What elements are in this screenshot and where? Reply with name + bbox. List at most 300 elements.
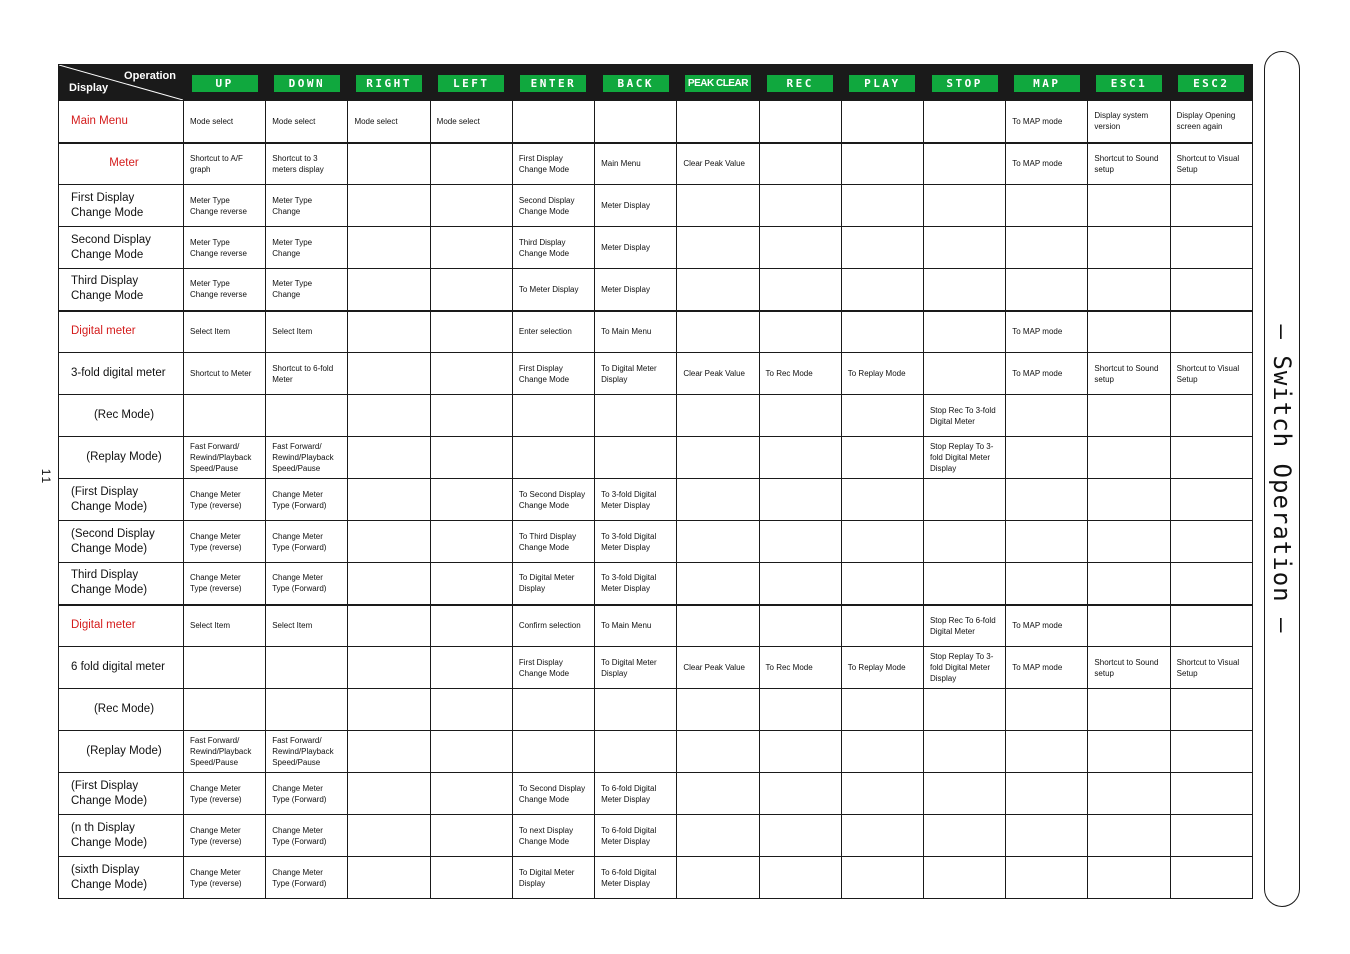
table-cell xyxy=(595,101,677,143)
cell-text: Confirm selection xyxy=(518,621,581,631)
rec-button-label: REC xyxy=(767,75,833,92)
table-cell xyxy=(1170,647,1252,689)
table-cell xyxy=(923,857,1005,899)
cell-text: Change Meter Type (reverse) xyxy=(190,867,242,888)
table-cell xyxy=(1170,227,1252,269)
row-label: Third Display Change Mode) xyxy=(59,563,184,605)
table-cell xyxy=(266,815,348,857)
table-cell xyxy=(677,563,759,605)
table-cell xyxy=(759,689,841,731)
cell-text: To MAP mode xyxy=(1012,369,1063,378)
table-cell xyxy=(1006,437,1088,479)
table-cell xyxy=(677,185,759,227)
table-cell xyxy=(266,395,348,437)
left-button-label: LEFT xyxy=(438,75,504,92)
table-cell xyxy=(759,101,841,143)
cell-text: To Main Menu xyxy=(601,327,652,337)
cell-text: To Replay Mode xyxy=(847,663,906,672)
table-cell xyxy=(595,437,677,479)
table-cell xyxy=(1170,143,1252,185)
table-cell xyxy=(1006,815,1088,857)
table-cell xyxy=(677,773,759,815)
table-cell xyxy=(348,353,430,395)
cell-text: Meter Type Change reverse xyxy=(190,279,247,300)
header-col-play xyxy=(841,65,923,101)
header-col-left xyxy=(430,65,512,101)
play-button-label: PLAY xyxy=(849,75,915,92)
cell-text: Mode select xyxy=(354,116,398,126)
table-row xyxy=(59,101,1253,143)
table-cell xyxy=(841,815,923,857)
cell-text: Meter Display xyxy=(601,201,650,210)
table-cell xyxy=(759,563,841,605)
table-cell xyxy=(759,773,841,815)
right-button-label: RIGHT xyxy=(356,75,422,92)
row-label: Main Menu xyxy=(59,101,184,143)
table-cell xyxy=(677,689,759,731)
table-cell xyxy=(677,437,759,479)
cell-text: Select Item xyxy=(272,327,313,337)
table-cell xyxy=(512,227,594,269)
table-cell xyxy=(430,437,512,479)
table-cell xyxy=(348,311,430,353)
table-cell xyxy=(841,647,923,689)
row-label: Meter xyxy=(59,143,184,185)
table-cell xyxy=(1006,479,1088,521)
table-cell xyxy=(512,731,594,773)
cell-text: To Third Display Change Mode xyxy=(518,531,577,552)
table-cell xyxy=(348,479,430,521)
table-cell xyxy=(923,731,1005,773)
cell-text: To Meter Display xyxy=(518,284,579,294)
table-cell xyxy=(1006,395,1088,437)
cell-text: To 6-fold Digital Meter Display xyxy=(601,867,657,888)
table-cell xyxy=(512,479,594,521)
table-cell xyxy=(184,437,266,479)
table-cell xyxy=(1088,143,1170,185)
row-label: (Replay Mode) xyxy=(59,437,184,479)
table-cell xyxy=(348,101,430,143)
cell-text: Select Item xyxy=(190,621,231,631)
table-cell xyxy=(759,731,841,773)
table-cell xyxy=(184,857,266,899)
table-cell xyxy=(266,437,348,479)
table-cell xyxy=(841,269,923,311)
table-cell xyxy=(923,773,1005,815)
table-cell xyxy=(677,731,759,773)
table-cell xyxy=(266,479,348,521)
table-cell xyxy=(266,101,348,143)
table-cell xyxy=(1088,605,1170,647)
table-cell xyxy=(759,353,841,395)
table-cell xyxy=(595,521,677,563)
table-cell xyxy=(512,185,594,227)
esc2-button-label: ESC2 xyxy=(1178,75,1244,92)
table-cell xyxy=(1170,563,1252,605)
cell-text: Display system version xyxy=(1094,111,1149,132)
table-cell xyxy=(184,731,266,773)
table-cell xyxy=(677,269,759,311)
table-cell xyxy=(1170,479,1252,521)
table-cell xyxy=(923,395,1005,437)
table-cell xyxy=(923,227,1005,269)
table-cell xyxy=(430,689,512,731)
table-cell xyxy=(1088,689,1170,731)
cell-text: To 3-fold Digital Meter Display xyxy=(601,531,657,552)
cell-text: Mode select xyxy=(272,116,316,126)
table-cell xyxy=(677,143,759,185)
table-cell xyxy=(266,773,348,815)
table-cell xyxy=(430,731,512,773)
row-label: 3-fold digital meter xyxy=(59,353,184,395)
row-label: Second Display Change Mode xyxy=(59,227,184,269)
esc1-button-label: ESC1 xyxy=(1096,75,1162,92)
table-cell xyxy=(1006,563,1088,605)
table-cell xyxy=(923,311,1005,353)
cell-text: To next Display Change Mode xyxy=(518,825,574,846)
row-label: First Display Change Mode xyxy=(59,185,184,227)
table-cell xyxy=(1088,647,1170,689)
header-col-peak-clear xyxy=(677,65,759,101)
cell-text: Fast Forward/ Rewind/Playback Speed/Pause xyxy=(272,736,334,767)
table-cell xyxy=(184,395,266,437)
cell-text: To 3-fold Digital Meter Display xyxy=(601,489,657,510)
table-cell xyxy=(759,311,841,353)
table-cell xyxy=(923,479,1005,521)
cell-text: Change Meter Type (reverse) xyxy=(190,573,242,594)
table-cell xyxy=(1170,815,1252,857)
cell-text: To Rec Mode xyxy=(765,369,813,378)
table-cell xyxy=(1088,731,1170,773)
cell-text: Meter Type Change reverse xyxy=(190,195,247,216)
table-cell xyxy=(923,647,1005,689)
table-cell xyxy=(759,605,841,647)
cell-text: Second Display Change Mode xyxy=(518,195,575,216)
table-cell xyxy=(923,815,1005,857)
table-cell xyxy=(595,143,677,185)
table-cell xyxy=(266,689,348,731)
table-cell xyxy=(430,647,512,689)
row-label: (n th Display Change Mode) xyxy=(59,815,184,857)
operation-display-corner xyxy=(59,65,184,101)
table-cell xyxy=(841,731,923,773)
table-row xyxy=(59,857,1253,899)
table-cell xyxy=(595,773,677,815)
cell-text: Change Meter Type (reverse) xyxy=(190,825,242,846)
row-label: (First Display Change Mode) xyxy=(59,773,184,815)
table-cell xyxy=(595,689,677,731)
table-cell xyxy=(595,185,677,227)
table-cell xyxy=(184,101,266,143)
table-cell xyxy=(266,311,348,353)
cell-text: Shortcut to Visual Setup xyxy=(1176,363,1240,384)
table-cell xyxy=(923,353,1005,395)
table-cell xyxy=(266,143,348,185)
table-cell xyxy=(759,857,841,899)
table-cell xyxy=(677,101,759,143)
table-cell xyxy=(348,185,430,227)
cell-text: Shortcut to Meter xyxy=(190,369,252,378)
table-cell xyxy=(348,605,430,647)
table-cell xyxy=(1170,857,1252,899)
table-row xyxy=(59,269,1253,311)
table-cell xyxy=(430,269,512,311)
table-cell xyxy=(1088,773,1170,815)
table-cell xyxy=(348,815,430,857)
row-label: (Rec Mode) xyxy=(59,689,184,731)
table-cell xyxy=(266,605,348,647)
cell-text: Third Display Change Mode xyxy=(518,237,570,258)
table-cell xyxy=(595,311,677,353)
cell-text: Fast Forward/ Rewind/Playback Speed/Pause xyxy=(190,442,252,473)
table-cell xyxy=(923,437,1005,479)
cell-text: Stop Rec To 3-fold Digital Meter xyxy=(929,405,996,426)
header-col-map xyxy=(1006,65,1088,101)
cell-text: To MAP mode xyxy=(1012,159,1063,169)
row-label: (sixth Display Change Mode) xyxy=(59,857,184,899)
table-cell xyxy=(841,521,923,563)
table-cell xyxy=(595,731,677,773)
table-cell xyxy=(184,185,266,227)
cell-text: To Second Display Change Mode xyxy=(518,489,586,510)
table-cell xyxy=(430,773,512,815)
table-cell xyxy=(512,269,594,311)
row-label: Digital meter xyxy=(59,605,184,647)
table-cell xyxy=(430,143,512,185)
cell-text: Mode select xyxy=(190,116,234,126)
table-cell xyxy=(841,185,923,227)
back-button-label: BACK xyxy=(603,75,669,92)
table-cell xyxy=(1088,479,1170,521)
table-cell xyxy=(841,605,923,647)
table-cell xyxy=(1170,689,1252,731)
table-row xyxy=(59,815,1253,857)
table-cell xyxy=(266,185,348,227)
table-cell xyxy=(1088,101,1170,143)
cell-text: First Display Change Mode xyxy=(518,153,570,174)
header-col-esc2 xyxy=(1170,65,1252,101)
table-cell xyxy=(184,227,266,269)
cell-text: Change Meter Type (Forward) xyxy=(272,573,327,594)
table-cell xyxy=(348,563,430,605)
cell-text: Meter Type Change xyxy=(272,279,313,300)
table-cell xyxy=(1088,353,1170,395)
cell-text: To Digital Meter Display xyxy=(518,573,575,594)
table-cell xyxy=(841,143,923,185)
table-row xyxy=(59,143,1253,185)
table-cell xyxy=(841,563,923,605)
table-row xyxy=(59,773,1253,815)
table-cell xyxy=(430,521,512,563)
table-cell xyxy=(1170,311,1252,353)
cell-text: Shortcut to A/F graph xyxy=(190,153,243,174)
table-row xyxy=(59,353,1253,395)
table-cell xyxy=(923,101,1005,143)
table-cell xyxy=(184,143,266,185)
table-cell xyxy=(759,395,841,437)
cell-text: Clear Peak Value xyxy=(683,663,745,672)
cell-text: To 3-fold Digital Meter Display xyxy=(601,573,657,594)
cell-text: Shortcut to Sound setup xyxy=(1094,153,1159,174)
row-label: Digital meter xyxy=(59,311,184,353)
table-cell xyxy=(595,815,677,857)
table-cell xyxy=(923,563,1005,605)
enter-button-label: ENTER xyxy=(520,75,586,92)
table-cell xyxy=(841,437,923,479)
row-label: Third Display Change Mode xyxy=(59,269,184,311)
cell-text: Meter Display xyxy=(601,243,650,252)
table-cell xyxy=(430,353,512,395)
table-row xyxy=(59,185,1253,227)
table-cell xyxy=(512,311,594,353)
cell-text: First Display Change Mode xyxy=(518,363,570,384)
table-cell xyxy=(1006,731,1088,773)
table-cell xyxy=(759,437,841,479)
table-cell xyxy=(841,857,923,899)
table-cell xyxy=(184,521,266,563)
cell-text: Shortcut to Sound setup xyxy=(1094,363,1159,384)
cell-text: Change Meter Type (reverse) xyxy=(190,531,242,552)
cell-text: To 6-fold Digital Meter Display xyxy=(601,825,657,846)
table-row xyxy=(59,563,1253,605)
cell-text: Clear Peak Value xyxy=(683,369,745,378)
switch-operation-table xyxy=(58,64,1253,899)
table-cell xyxy=(841,479,923,521)
table-cell xyxy=(1006,647,1088,689)
table-cell xyxy=(266,563,348,605)
table-cell xyxy=(184,563,266,605)
table-cell xyxy=(184,689,266,731)
cell-text: Meter Type Change xyxy=(272,195,313,216)
table-cell xyxy=(1088,857,1170,899)
table-cell xyxy=(677,311,759,353)
table-cell xyxy=(1170,101,1252,143)
cell-text: Shortcut to Visual Setup xyxy=(1176,657,1240,678)
table-cell xyxy=(595,605,677,647)
table-cell xyxy=(595,857,677,899)
table-row xyxy=(59,731,1253,773)
table-body xyxy=(59,101,1253,899)
table-cell xyxy=(841,101,923,143)
cell-text: To Replay Mode xyxy=(847,369,906,378)
table-cell xyxy=(1006,353,1088,395)
table-cell xyxy=(841,773,923,815)
table-cell xyxy=(1088,185,1170,227)
cell-text: Meter Display xyxy=(601,284,650,294)
table-cell xyxy=(1006,143,1088,185)
table-cell xyxy=(512,689,594,731)
table-cell xyxy=(1006,521,1088,563)
table-cell xyxy=(595,269,677,311)
table-cell xyxy=(595,227,677,269)
table-cell xyxy=(677,815,759,857)
cell-text: Fast Forward/ Rewind/Playback Speed/Pause xyxy=(272,442,334,473)
table-row xyxy=(59,689,1253,731)
table-cell xyxy=(677,521,759,563)
table-cell xyxy=(348,437,430,479)
table-cell xyxy=(841,689,923,731)
table-cell xyxy=(266,269,348,311)
table-cell xyxy=(184,353,266,395)
table-cell xyxy=(759,521,841,563)
table-cell xyxy=(348,647,430,689)
cell-text: Change Meter Type (Forward) xyxy=(272,783,327,804)
table-cell xyxy=(348,689,430,731)
table-cell xyxy=(841,311,923,353)
table-cell xyxy=(1006,101,1088,143)
table-cell xyxy=(348,395,430,437)
table-cell xyxy=(512,815,594,857)
header-col-down xyxy=(266,65,348,101)
table-cell xyxy=(1088,227,1170,269)
table-cell xyxy=(1088,269,1170,311)
table-cell xyxy=(512,773,594,815)
table-cell xyxy=(348,731,430,773)
row-label: (First Display Change Mode) xyxy=(59,479,184,521)
table-cell xyxy=(512,353,594,395)
table-row xyxy=(59,311,1253,353)
table-cell xyxy=(266,731,348,773)
table-cell xyxy=(1170,353,1252,395)
table-cell xyxy=(430,185,512,227)
table-row xyxy=(59,647,1253,689)
table-cell xyxy=(512,437,594,479)
cell-text: Stop Replay To 3-fold Digital Meter Display xyxy=(929,442,994,473)
cell-text: Stop Replay To 3-fold Digital Meter Display xyxy=(929,652,994,683)
cell-text: To Rec Mode xyxy=(765,663,813,672)
table-cell xyxy=(512,395,594,437)
table-cell xyxy=(184,479,266,521)
table-cell xyxy=(677,647,759,689)
table-cell xyxy=(677,395,759,437)
table-cell xyxy=(595,479,677,521)
table-cell xyxy=(512,143,594,185)
table-cell xyxy=(1170,731,1252,773)
cell-text: Select Item xyxy=(190,327,231,337)
table-cell xyxy=(841,353,923,395)
cell-text: To Main Menu xyxy=(601,621,652,631)
down-button-label: DOWN xyxy=(274,75,340,92)
table-cell xyxy=(759,143,841,185)
table-cell xyxy=(430,563,512,605)
table-cell xyxy=(430,857,512,899)
table-cell xyxy=(1170,395,1252,437)
table-cell xyxy=(923,605,1005,647)
table-cell xyxy=(1170,521,1252,563)
table-cell xyxy=(595,353,677,395)
table-cell xyxy=(759,269,841,311)
cell-text: Change Meter Type (Forward) xyxy=(272,489,327,510)
table-cell xyxy=(430,395,512,437)
table-cell xyxy=(595,563,677,605)
cell-text: Select Item xyxy=(272,621,313,631)
cell-text: Change Meter Type (Forward) xyxy=(272,531,327,552)
table-cell xyxy=(923,185,1005,227)
cell-text: Enter selection xyxy=(518,327,572,337)
cell-text: Change Meter Type (Forward) xyxy=(272,825,327,846)
table-cell xyxy=(759,815,841,857)
table-cell xyxy=(430,101,512,143)
cell-text: Shortcut to Sound setup xyxy=(1094,657,1159,678)
table-cell xyxy=(348,521,430,563)
table-cell xyxy=(1170,269,1252,311)
cell-text: To 6-fold Digital Meter Display xyxy=(601,783,657,804)
table-cell xyxy=(512,563,594,605)
table-cell xyxy=(1170,605,1252,647)
operation-label: Operation xyxy=(124,70,176,82)
side-title: — Switch Operation — xyxy=(1268,324,1296,634)
table-cell xyxy=(677,605,759,647)
